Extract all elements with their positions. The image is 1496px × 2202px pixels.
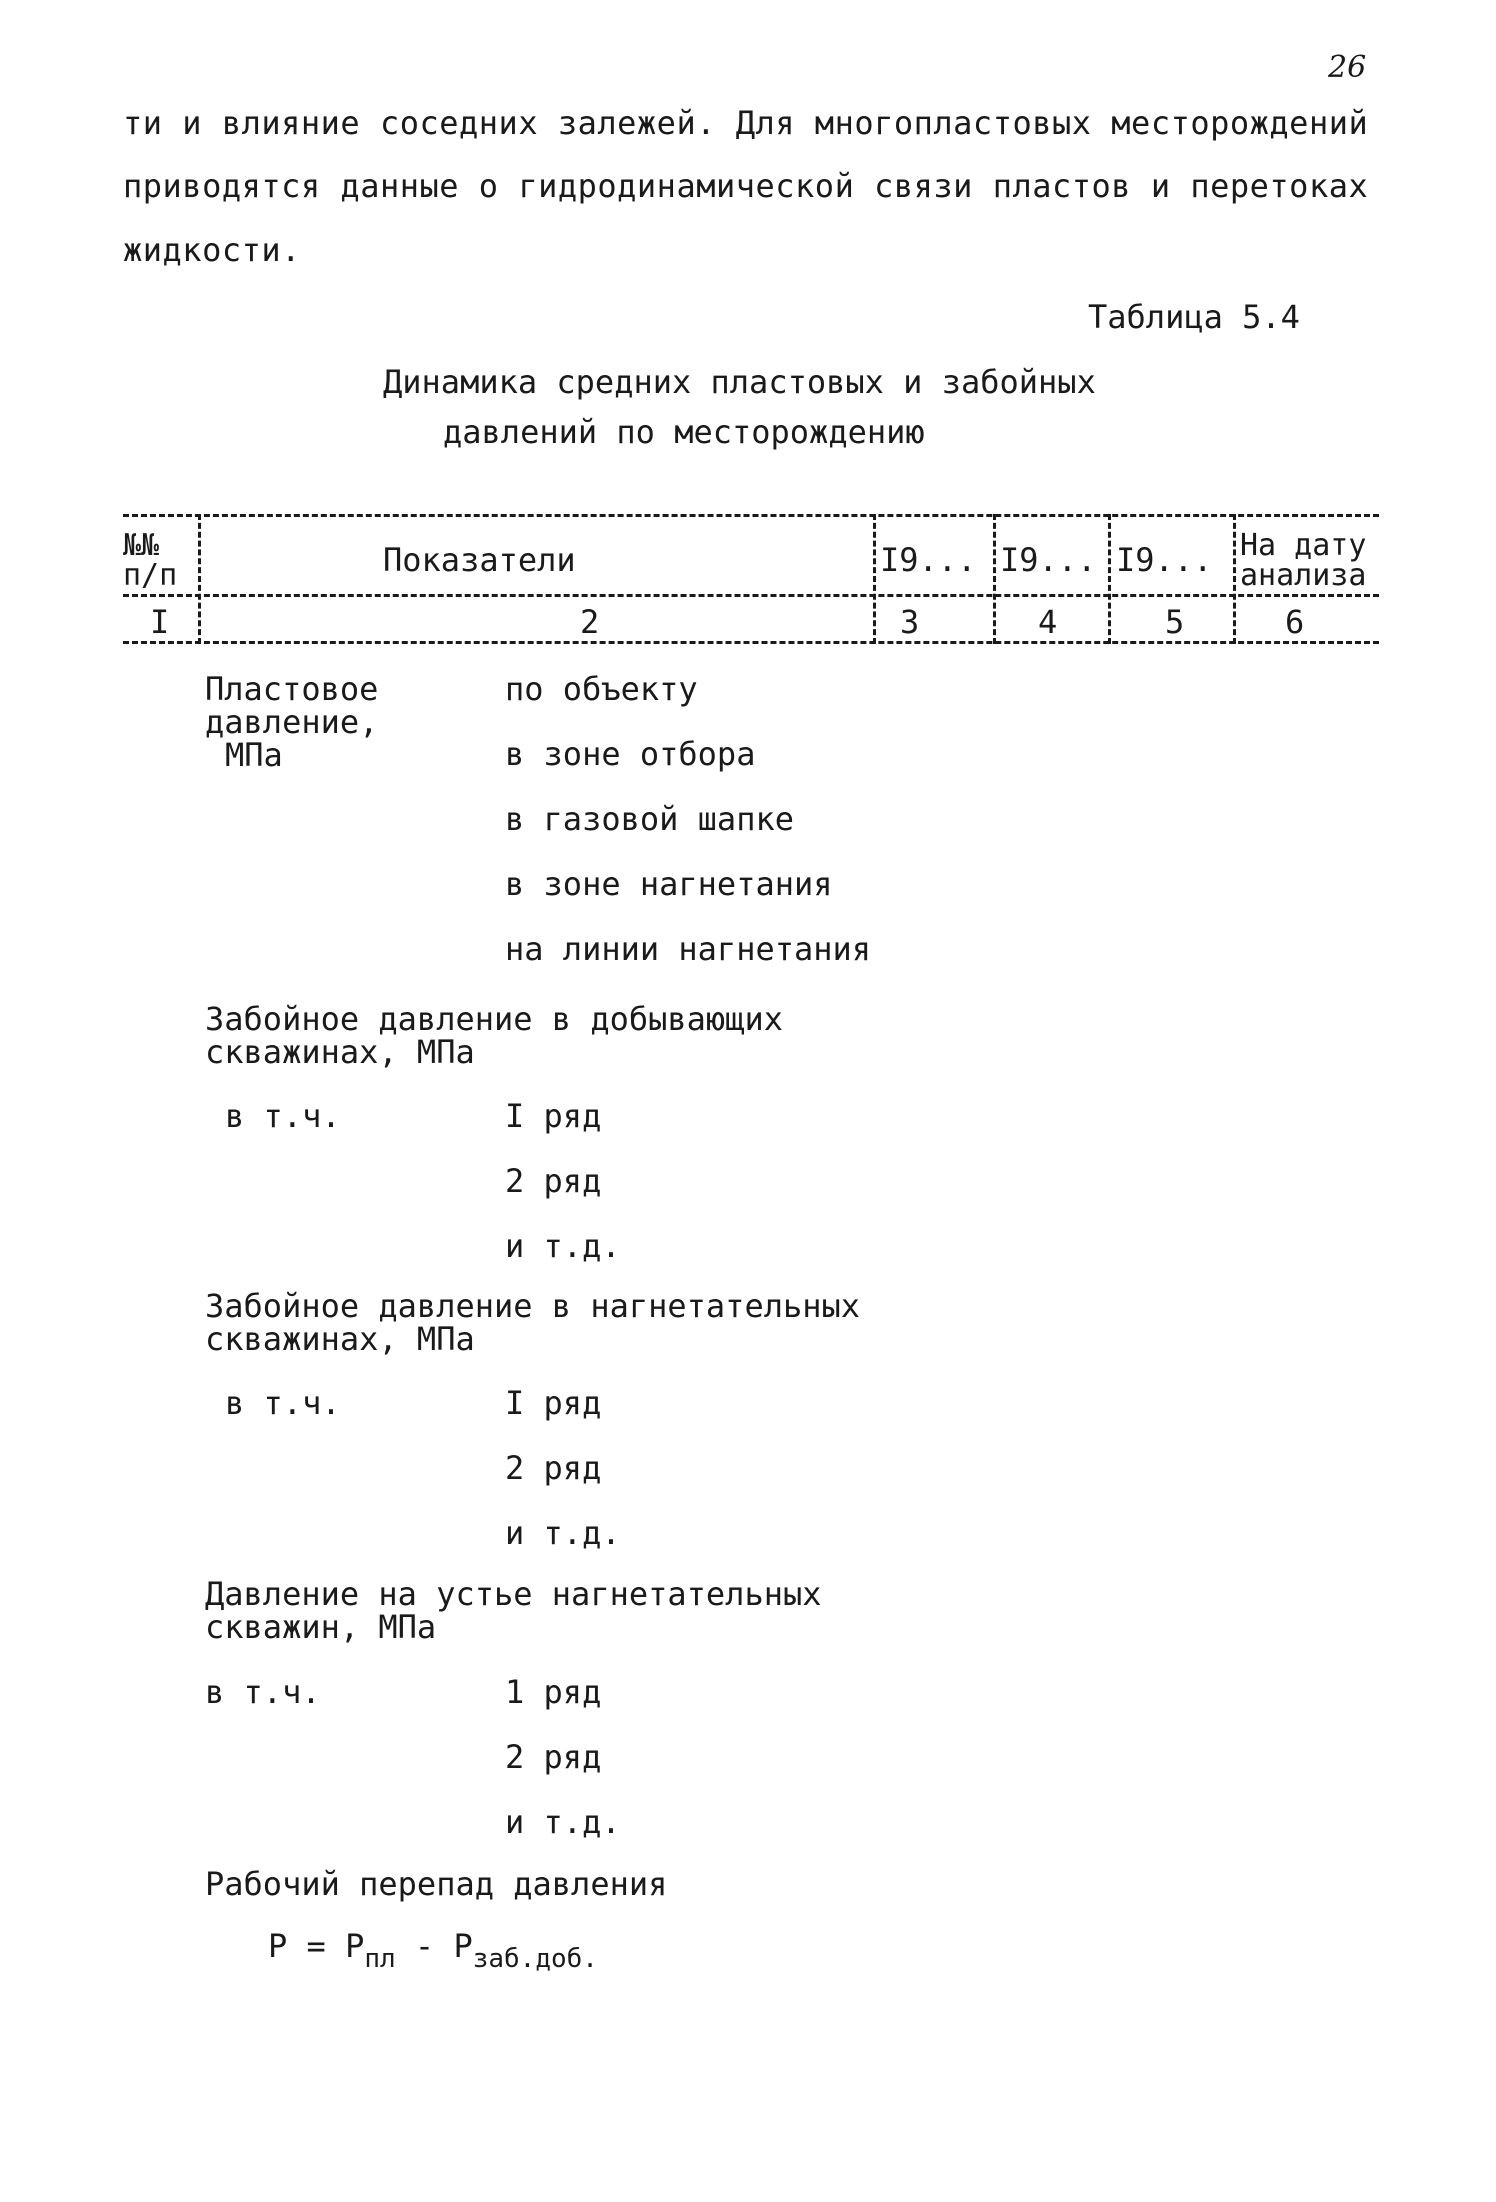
header-col2: Показатели <box>383 541 576 579</box>
list-item: и т.д. <box>505 1514 621 1552</box>
section-title-line2: скважинах, МПа <box>205 1320 475 1358</box>
section-title-line1: Давление на устье нагнетательных <box>205 1575 822 1613</box>
header-col1-line2: п/п <box>123 558 178 593</box>
section-title-line2: скважинах, МПа <box>205 1033 475 1071</box>
list-item: 1 ряд <box>505 1673 602 1711</box>
intro-line-3: жидкости. <box>123 231 301 269</box>
list-item: на линии нагнетания <box>505 930 872 968</box>
list-item: по объекту <box>505 670 698 708</box>
list-item: I ряд <box>505 1384 602 1422</box>
formula-sub-pl: пл <box>364 1944 396 1974</box>
col-number-3: 3 <box>900 603 920 641</box>
list-item: 2 ряд <box>505 1449 602 1487</box>
formula-lhs: P = P <box>268 1927 365 1965</box>
header-col6-line2: анализа <box>1240 558 1367 593</box>
intro-line-2: приводятся данные о гидродинамической связи пластов и перетоках <box>123 167 1369 205</box>
header-col1-line1: №№ <box>123 528 160 563</box>
header-col4: I9... <box>1000 541 1097 579</box>
header-separator <box>1233 514 1236 644</box>
col-number-2: 2 <box>580 603 600 641</box>
formula-sub-zab: заб.доб. <box>472 1944 598 1974</box>
col-number-1: I <box>150 603 170 641</box>
formula-mid: - P <box>395 1927 473 1965</box>
col-number-6: 6 <box>1285 603 1305 641</box>
group-label-line1: Пластовое <box>205 670 379 708</box>
list-item: и т.д. <box>505 1227 621 1265</box>
page-number: 26 <box>1328 50 1367 85</box>
list-item: 2 ряд <box>505 1738 602 1776</box>
group-label-line3: МПа <box>225 736 283 774</box>
sub-label: в т.ч. <box>225 1384 341 1422</box>
sub-label: в т.ч. <box>225 1097 341 1135</box>
section-title-line1: Забойное давление в нагнетательных <box>205 1287 861 1325</box>
header-separator <box>1108 514 1111 644</box>
list-item: и т.д. <box>505 1803 621 1841</box>
header-col3: I9... <box>880 541 977 579</box>
list-item: в газовой шапке <box>505 800 794 838</box>
list-item: 2 ряд <box>505 1162 602 1200</box>
sub-label: в т.ч. <box>205 1673 321 1711</box>
list-item: I ряд <box>505 1097 602 1135</box>
table-title-line-1: Динамика средних пластовых и забойных <box>383 363 1096 401</box>
header-col5: I9... <box>1116 541 1213 579</box>
header-col6-line1: На дату <box>1240 528 1367 563</box>
intro-line-1: ти и влияние соседних залежей. Для многопластовых месторождений <box>123 104 1369 142</box>
section-title: Рабочий перепад давления <box>205 1865 668 1903</box>
table-label: Таблица 5.4 <box>1088 298 1300 336</box>
table-title-line-2: давлений по месторождению <box>443 413 925 451</box>
header-separator <box>198 514 201 644</box>
list-item: в зоне отбора <box>505 735 756 773</box>
drawdown-formula <box>268 1927 598 1974</box>
section-title-line1: Забойное давление в добывающих <box>205 1000 783 1038</box>
header-bottom-line <box>123 641 1379 644</box>
col-number-4: 4 <box>1038 603 1058 641</box>
list-item: в зоне нагнетания <box>505 865 833 903</box>
header-top-line <box>123 514 1379 517</box>
col-number-5: 5 <box>1165 603 1185 641</box>
section-title-line2: скважин, МПа <box>205 1608 437 1646</box>
header-separator <box>873 514 876 644</box>
header-separator <box>993 514 996 644</box>
header-mid-line <box>123 594 1379 597</box>
group-label-line2: давление, <box>205 703 379 741</box>
